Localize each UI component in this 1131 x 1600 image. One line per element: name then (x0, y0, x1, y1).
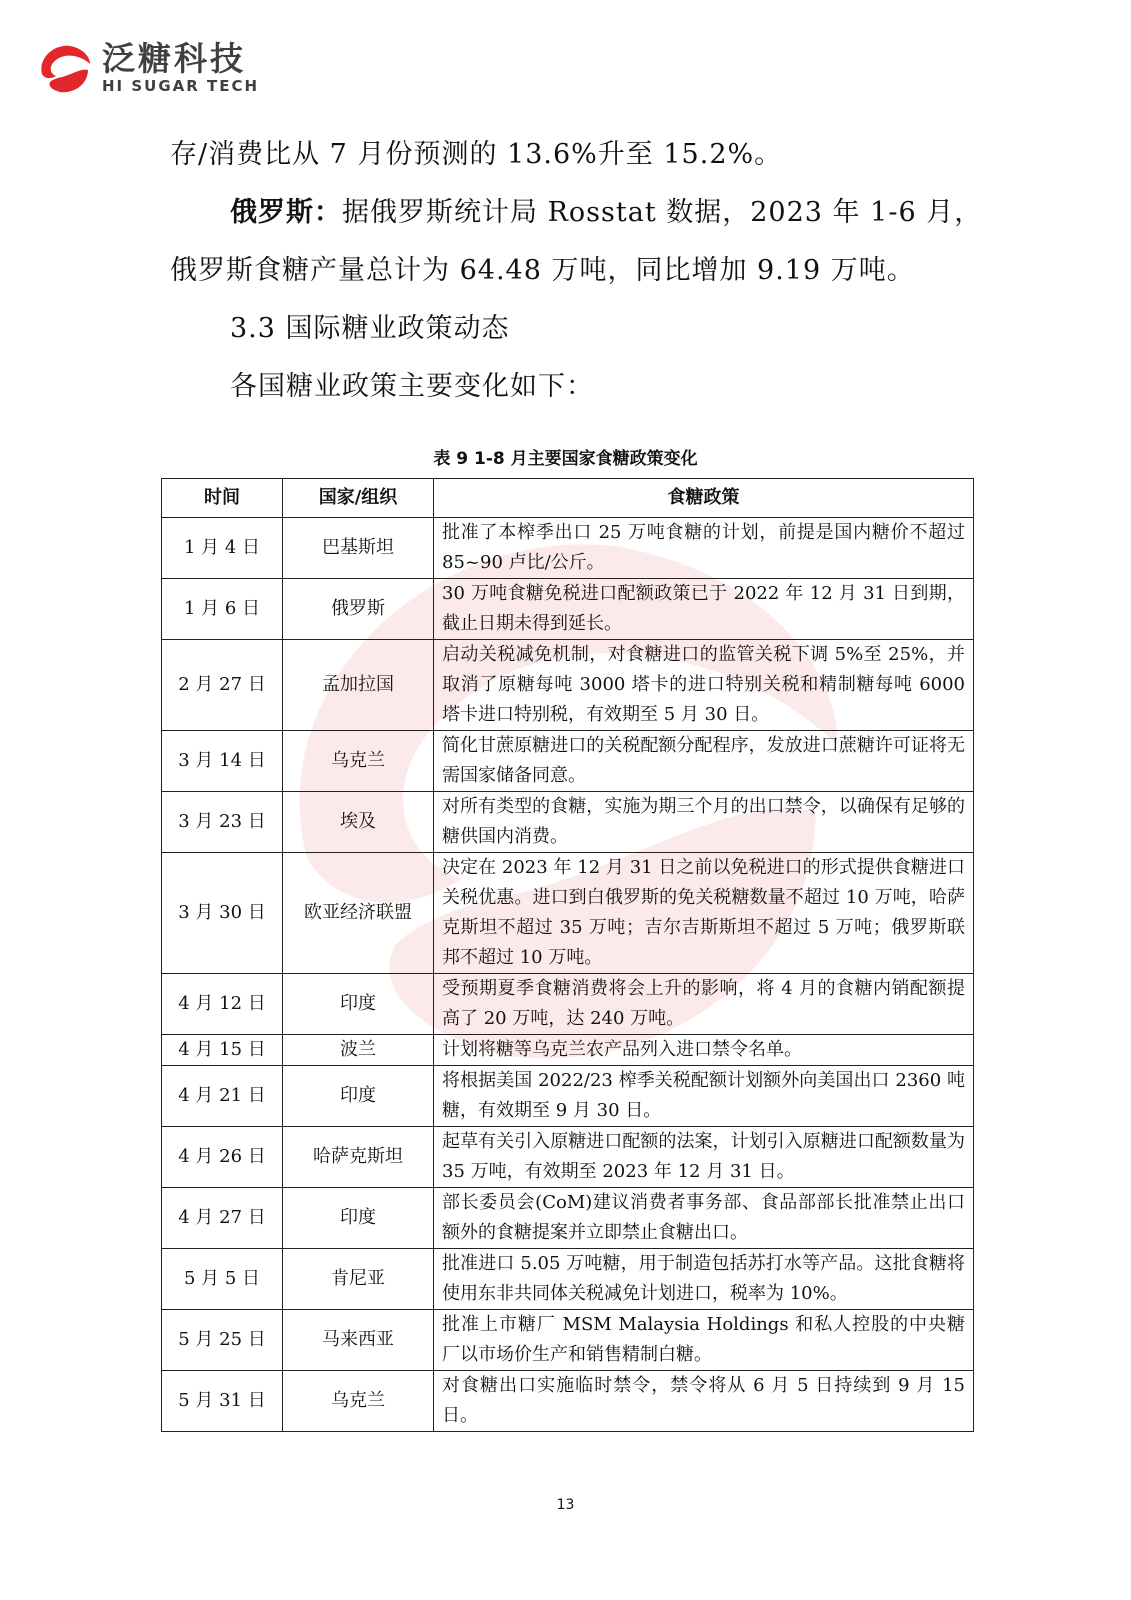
paragraph-line-1: 存/消费比从 7 月份预测的 13.6%升至 15.2%。 (170, 139, 783, 170)
cell-date: 1 月 4 日 (162, 518, 283, 579)
cell-country: 印度 (283, 1188, 434, 1249)
header-date: 时间 (162, 479, 283, 518)
cell-date: 3 月 30 日 (162, 853, 283, 974)
cell-country: 波兰 (283, 1035, 434, 1066)
cell-country: 乌克兰 (283, 731, 434, 792)
cell-date: 4 月 15 日 (162, 1035, 283, 1066)
cell-date: 4 月 21 日 (162, 1066, 283, 1127)
table-row (162, 1310, 974, 1371)
cell-date: 4 月 12 日 (162, 974, 283, 1035)
cell-date: 3 月 23 日 (162, 792, 283, 853)
cell-country: 印度 (283, 974, 434, 1035)
cell-policy: 简化甘蔗原糖进口的关税配额分配程序，发放进口蔗糖许可证将无需国家储备同意。 (434, 731, 974, 792)
table-row (162, 640, 974, 731)
table-row (162, 1066, 974, 1127)
cell-country: 欧亚经济联盟 (283, 853, 434, 974)
cell-date: 5 月 31 日 (162, 1371, 283, 1432)
table-row (162, 1035, 974, 1066)
cell-date: 1 月 6 日 (162, 579, 283, 640)
cell-policy: 起草有关引入原糖进口配额的法案，计划引入原糖进口配额数量为 35 万吨，有效期至 2023 年 12 月 31 日。 (434, 1127, 974, 1188)
cell-policy: 批准了本榨季出口 25 万吨食糖的计划，前提是国内糖价不超过 85~90 卢比/公斤。 (434, 518, 974, 579)
header-policy: 食糖政策 (434, 479, 974, 518)
table-row (162, 731, 974, 792)
cell-policy: 对食糖出口实施临时禁令，禁令将从 6 月 5 日持续到 9 月 15 日。 (434, 1371, 974, 1432)
table-row (162, 1188, 974, 1249)
cell-policy: 部长委员会(CoM)建议消费者事务部、食品部部长批准禁止出口额外的食糖提案并立即禁止食糖出口。 (434, 1188, 974, 1249)
brand-name-en: HI SUGAR TECH (102, 77, 260, 95)
cell-date: 2 月 27 日 (162, 640, 283, 731)
table-row (162, 853, 974, 974)
cell-policy: 决定在 2023 年 12 月 31 日之前以免税进口的形式提供食糖进口关税优惠。进口到白俄罗斯的免关税糖数量不超过 10 万吨，哈萨克斯坦不超过 35 万吨；吉尔吉斯斯坦不超过 5 万吨；俄罗斯联邦不超过 10 万吨。 (434, 853, 974, 974)
cell-date: 4 月 26 日 (162, 1127, 283, 1188)
brand-name-cn: 泛糖科技 (102, 39, 246, 78)
hi-sugar-logo-icon (36, 40, 92, 96)
paragraph-russia (230, 184, 982, 242)
policy-table (161, 478, 974, 1432)
cell-country: 印度 (283, 1066, 434, 1127)
cell-country: 埃及 (283, 792, 434, 853)
cell-country: 哈萨克斯坦 (283, 1127, 434, 1188)
cell-policy: 受预期夏季食糖消费将会上升的影响，将 4 月的食糖内销配额提高了 20 万吨，达 240 万吨。 (434, 974, 974, 1035)
cell-policy: 30 万吨食糖免税进口配额政策已于 2022 年 12 月 31 日到期，截止日期未得到延长。 (434, 579, 974, 640)
paragraph-russia-text: 据俄罗斯统计局 Rosstat 数据，2023 年 1-6 月， (342, 197, 983, 228)
table-row (162, 1371, 974, 1432)
cell-date: 4 月 27 日 (162, 1188, 283, 1249)
cell-policy: 计划将糖等乌克兰农产品列入进口禁令名单。 (434, 1035, 974, 1066)
paragraph-intro: 各国糖业政策主要变化如下： (230, 371, 594, 402)
cell-country: 俄罗斯 (283, 579, 434, 640)
table-row (162, 518, 974, 579)
cell-country: 肯尼亚 (283, 1249, 434, 1310)
page-number: 13 (556, 1497, 575, 1513)
cell-date: 5 月 25 日 (162, 1310, 283, 1371)
table-row (162, 579, 974, 640)
cell-date: 5 月 5 日 (162, 1249, 283, 1310)
cell-policy: 批准上市糖厂 MSM Malaysia Holdings 和私人控股的中央糖厂以市场价生产和销售精制白糖。 (434, 1310, 974, 1371)
cell-policy: 启动关税减免机制，对食糖进口的监管关税下调 5%至 25%，并取消了原糖每吨 3000 塔卡的进口特别关税和精制糖每吨 6000 塔卡进口特别税，有效期至 5 月 30 日。 (434, 640, 974, 731)
table-header-row (162, 479, 974, 518)
table-row (162, 974, 974, 1035)
paragraph-line-3: 俄罗斯食糖产量总计为 64.48 万吨，同比增加 9.19 万吨。 (170, 255, 915, 286)
table-row (162, 1127, 974, 1188)
cell-policy: 批准进口 5.05 万吨糖，用于制造包括苏打水等产品。这批食糖将使用东非共同体关税减免计划进口，税率为 10%。 (434, 1249, 974, 1310)
header-country: 国家/组织 (283, 479, 434, 518)
cell-policy: 对所有类型的食糖，实施为期三个月的出口禁令，以确保有足够的糖供国内消费。 (434, 792, 974, 853)
paragraph-russia-label: 俄罗斯： (230, 197, 342, 228)
table-row (162, 792, 974, 853)
section-heading: 3.3 国际糖业政策动态 (230, 313, 510, 344)
table-row (162, 1249, 974, 1310)
cell-country: 孟加拉国 (283, 640, 434, 731)
cell-date: 3 月 14 日 (162, 731, 283, 792)
table-caption: 表 9 1-8 月主要国家食糖政策变化 (433, 449, 698, 469)
brand-logo (36, 40, 259, 96)
cell-country: 马来西亚 (283, 1310, 434, 1371)
cell-country: 巴基斯坦 (283, 518, 434, 579)
cell-country: 乌克兰 (283, 1371, 434, 1432)
cell-policy: 将根据美国 2022/23 榨季关税配额计划额外向美国出口 2360 吨糖，有效期至 9 月 30 日。 (434, 1066, 974, 1127)
